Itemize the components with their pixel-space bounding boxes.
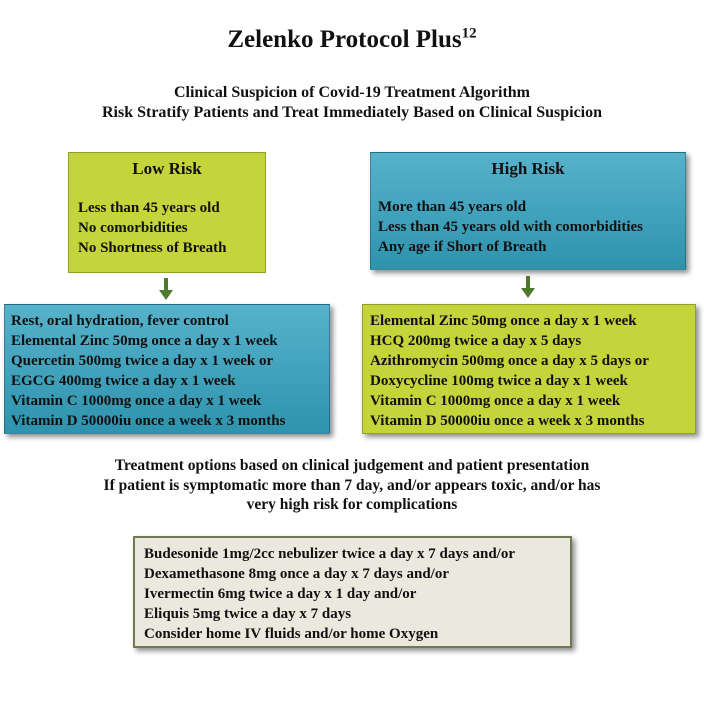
additional-treatment-item: Consider home IV fluids and/or home Oxygen <box>144 626 439 642</box>
additional-treatment-item: Eliquis 5mg twice a day x 7 days <box>144 606 352 622</box>
treatment-item: Vitamin D 50000iu once a week x 3 months <box>370 413 645 429</box>
low-risk-criteria-list <box>78 198 265 258</box>
page-title <box>0 26 704 54</box>
treatment-item: Vitamin C 1000mg once a day x 1 week <box>11 393 262 409</box>
additional-treatment-item: Budesonide 1mg/2cc nebulizer twice a day x 7 days and/or <box>144 546 515 562</box>
subtitle-line-1: Clinical Suspicion of Covid-19 Treatment Algorithm <box>173 84 530 101</box>
treatment-item: EGCG 400mg twice a day x 1 week <box>11 373 236 389</box>
treatment-item: Vitamin D 50000iu once a week x 3 months <box>11 413 286 429</box>
treatment-item: Doxycycline 100mg twice a day x 1 week <box>370 373 628 389</box>
treatment-item: HCQ 200mg twice a day x 5 days <box>370 333 582 349</box>
low-risk-box <box>68 152 266 273</box>
high-risk-box <box>370 152 686 270</box>
subtitle-line-2: Risk Stratify Patients and Treat Immediately Based on Clinical Suspicion <box>101 104 603 121</box>
low-risk-treatment-box <box>4 304 330 434</box>
low-risk-heading: Low Risk <box>132 159 202 178</box>
treatment-item: Elemental Zinc 50mg once a day x 1 week <box>11 333 278 349</box>
additional-treatment-box <box>133 536 572 648</box>
additional-treatment-item: Ivermectin 6mg twice a day x 1 day and/or <box>144 586 417 602</box>
options-note-line-3: very high risk for complications <box>246 496 458 513</box>
high-risk-criterion: Less than 45 years old with comorbidities <box>378 219 644 235</box>
treatment-item: Elemental Zinc 50mg once a day x 1 week <box>370 313 637 329</box>
high-risk-criterion: More than 45 years old <box>378 199 527 215</box>
down-arrow-icon <box>521 276 535 298</box>
additional-treatment-list <box>144 544 570 644</box>
high-risk-treatment-list <box>370 311 695 431</box>
low-risk-treatment-list <box>11 311 329 431</box>
high-risk-treatment-box <box>362 304 696 434</box>
low-risk-criterion: Less than 45 years old <box>78 200 220 216</box>
treatment-item: Azithromycin 500mg once a day x 5 days or <box>370 353 649 369</box>
low-risk-criterion: No Shortness of Breath <box>78 240 227 256</box>
additional-treatment-item: Dexamethasone 8mg once a day x 7 days and/or <box>144 566 450 582</box>
high-risk-heading: High Risk <box>491 159 565 178</box>
options-note-line-1: Treatment options based on clinical judgement and patient presentation <box>114 457 590 474</box>
treatment-item: Quercetin 500mg twice a day x 1 week or <box>11 353 274 369</box>
title-superscript: 12 <box>461 25 477 42</box>
down-arrow-icon <box>159 278 173 300</box>
low-risk-criterion: No comorbidities <box>78 220 188 236</box>
options-note <box>0 456 704 515</box>
high-risk-criteria-list <box>378 197 685 257</box>
high-risk-criterion: Any age if Short of Breath <box>378 239 547 255</box>
treatment-item: Vitamin C 1000mg once a day x 1 week <box>370 393 621 409</box>
treatment-item: Rest, oral hydration, fever control <box>11 313 229 329</box>
options-note-line-2: If patient is symptomatic more than 7 day, and/or appears toxic, and/or has <box>103 476 601 494</box>
title-text: Zelenko Protocol Plus <box>227 26 462 53</box>
